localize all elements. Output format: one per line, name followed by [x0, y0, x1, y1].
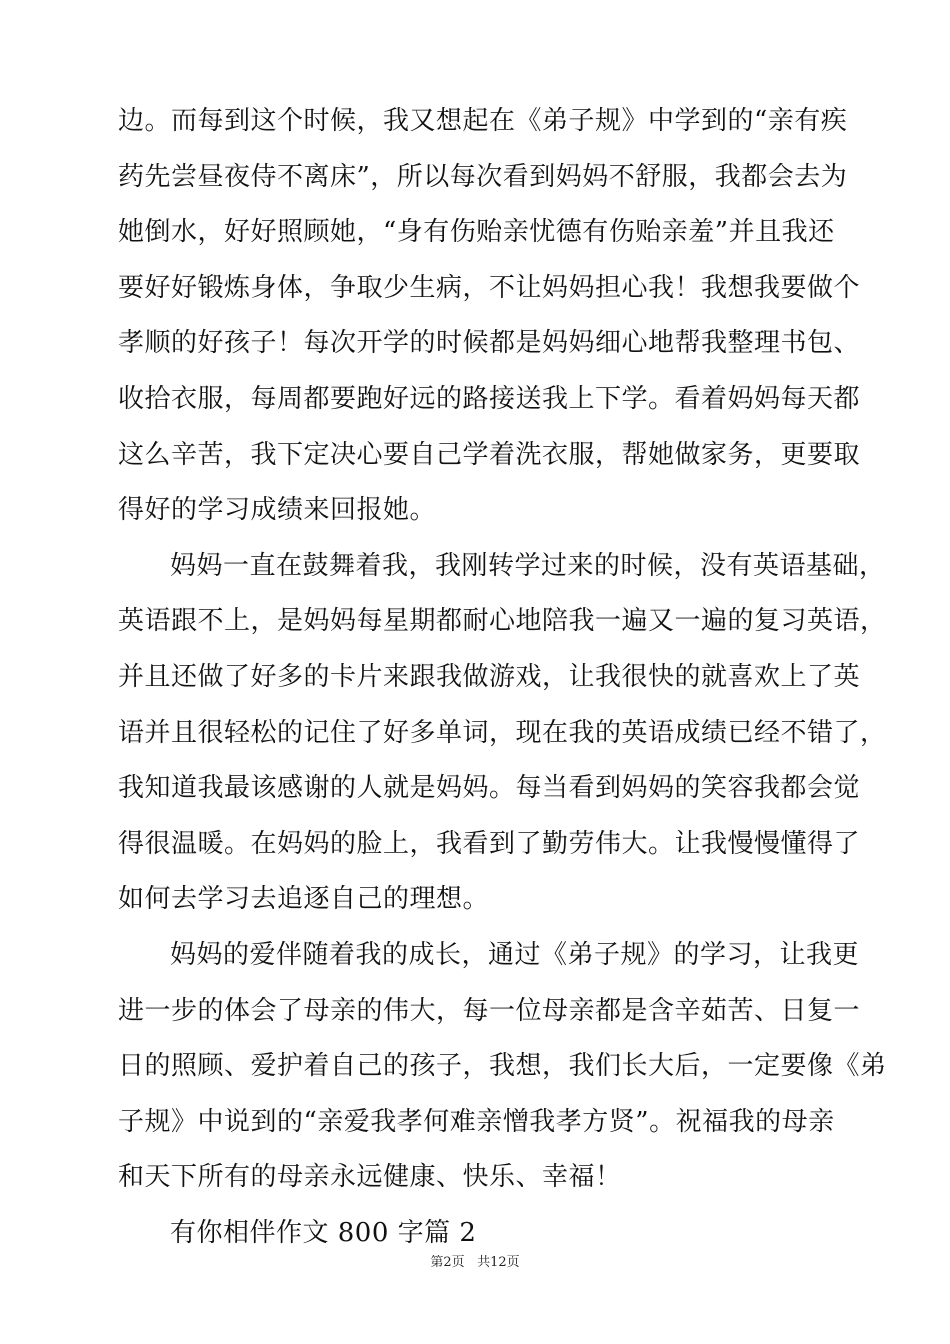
- text-line: 并且还做了好多的卡片来跟我做游戏，让我很快的就喜欢上了英: [118, 662, 861, 692]
- text-line: 得好的学习成绩来回报她。: [118, 495, 437, 526]
- text-line: 要好好锻炼身体，争取少生病，不让妈妈担心我！我想我要做个: [118, 272, 861, 303]
- text-line: 这么辛苦，我下定决心要自己学着洗衣服，帮她做家务，更要取: [118, 439, 861, 470]
- page-footer: [0, 1251, 950, 1270]
- text-line: 进一步的体会了母亲的伟大，每一位母亲都是含辛茹苦、日复一: [118, 995, 861, 1026]
- page-number: 第2页: [430, 1255, 465, 1270]
- text-line: 妈妈的爱伴随着我的成长，通过《弟子规》的学习，让我更: [170, 940, 860, 970]
- text-line: 英语跟不上，是妈妈每星期都耐心地陪我一遍又一遍的复习英语，: [118, 606, 887, 637]
- section-heading: 有你相伴作文 800 字篇 2: [170, 1218, 477, 1248]
- text-line: 日的照顾、爱护着自己的孩子，我想，我们长大后，一定要像《弟: [118, 1051, 887, 1082]
- text-line: 她倒水，好好照顾她，“身有伤贻亲忧德有伤贻亲羞”并且我还: [118, 217, 835, 248]
- text-line: 子规》中说到的“亲爱我孝何难亲憎我孝方贤”。祝福我的母亲: [118, 1106, 835, 1137]
- text-line: 药先尝昼夜侍不离床”，所以每次看到妈妈不舒服，我都会去为: [118, 161, 848, 192]
- text-line: 和天下所有的母亲永远健康、快乐、幸福！: [118, 1162, 622, 1193]
- page-total: 共12页: [477, 1255, 520, 1270]
- text-line: 语并且很轻松的记住了好多单词，现在我的英语成绩已经不错了，: [118, 717, 887, 748]
- text-line: 如何去学习去追逐自己的理想。: [118, 884, 490, 915]
- text-line: 我知道我最该感谢的人就是妈妈。每当看到妈妈的笑容我都会觉: [118, 773, 861, 804]
- text-line: 妈妈一直在鼓舞着我，我刚转学过来的时候，没有英语基础，: [170, 550, 886, 581]
- text-line: 得很温暖。在妈妈的脸上，我看到了勤劳伟大。让我慢慢懂得了: [118, 828, 861, 859]
- text-line: 边。而每到这个时候，我又想起在《弟子规》中学到的“亲有疾: [118, 106, 848, 136]
- text-line: 收拾衣服，每周都要跑好远的路接送我上下学。看着妈妈每天都: [118, 384, 861, 414]
- text-line: 孝顺的好孩子！每次开学的时候都是妈妈细心地帮我整理书包、: [118, 328, 861, 359]
